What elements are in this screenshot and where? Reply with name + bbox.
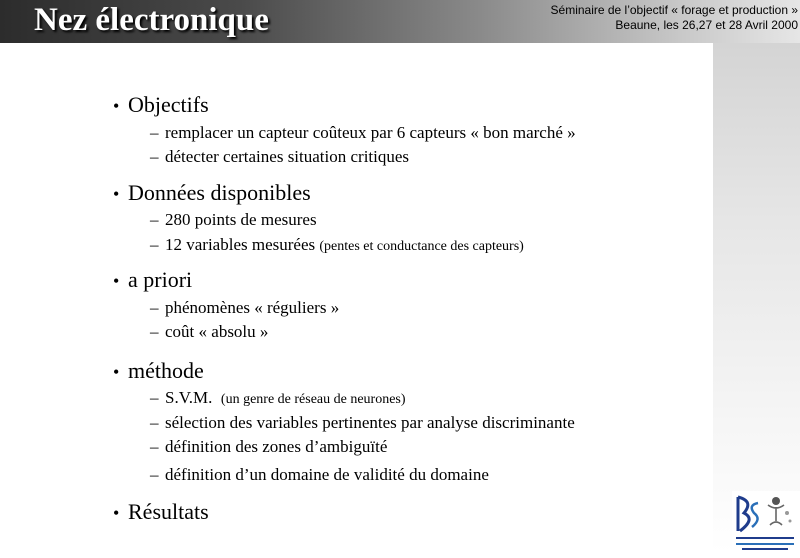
sub-dash: – [150,413,159,432]
bullet-dot: • [113,503,120,523]
sub-item [150,388,406,410]
sub-item-note: (un genre de réseau de neurones) [220,392,406,407]
sub-item-text: remplacer un capteur coûteux par 6 capteurs « bon marché » [165,123,576,142]
sub-item-text: sélection des variables pertinentes par analyse discriminante [165,413,575,432]
sub-item-text: définition d’un domaine de validité du domaine [165,465,489,484]
sub-dash: – [150,437,159,456]
seminar-line-1: Séminaire de l’objectif « forage et production » [550,3,798,17]
sub-item-text: 280 points de mesures [165,210,317,229]
sub-dash: – [150,123,159,142]
sub-item-note: (pentes et conductance des capteurs) [319,239,524,254]
sub-dash: – [150,235,159,254]
sub-item [150,322,268,342]
sub-item-text: phénomènes « réguliers » [165,298,340,317]
sub-item-text: S.V.M. [165,388,221,407]
sub-item [150,123,576,143]
bullet-label: méthode [128,358,204,383]
bullet-resultats [113,500,209,525]
slide-title: Nez électronique [34,2,269,38]
bullet-donnees [113,181,311,206]
sub-item [150,465,489,485]
seminar-info [551,3,798,33]
sub-dash: – [150,388,159,407]
bullet-methode [113,359,204,384]
bullet-dot: • [113,362,120,382]
sub-dash: – [150,147,159,166]
sub-item [150,413,575,433]
sub-item [150,210,317,230]
bullet-label: Résultats [128,499,209,524]
bullet-dot: • [113,271,120,291]
bullet-dot: • [113,96,120,116]
sub-dash: – [150,465,159,484]
sub-item-text: 12 variables mesurées [165,235,320,254]
bullet-objectifs [113,93,209,118]
bullet-apriori [113,268,192,293]
bullet-label: Objectifs [128,92,209,117]
bullet-label: a priori [128,267,193,292]
bullet-dot: • [113,184,120,204]
institution-logo-icon [732,491,800,553]
sub-dash: – [150,210,159,229]
sub-item [150,298,339,318]
sub-item [150,147,409,167]
sub-item [150,437,387,457]
sub-item-text: détecter certaines situation critiques [165,147,410,166]
bullet-label: Données disponibles [128,180,311,205]
sub-item-text: coût « absolu » [165,322,269,341]
right-sidebar [713,43,800,553]
sub-item-text: définition des zones d’ambiguïté [165,437,388,456]
logo-graphic [732,491,800,553]
slide-header [0,0,800,43]
seminar-line-2: Beaune, les 26,27 et 28 Avril 2000 [615,18,798,32]
sub-dash: – [150,322,159,341]
sub-item [150,235,524,257]
sub-dash: – [150,298,159,317]
